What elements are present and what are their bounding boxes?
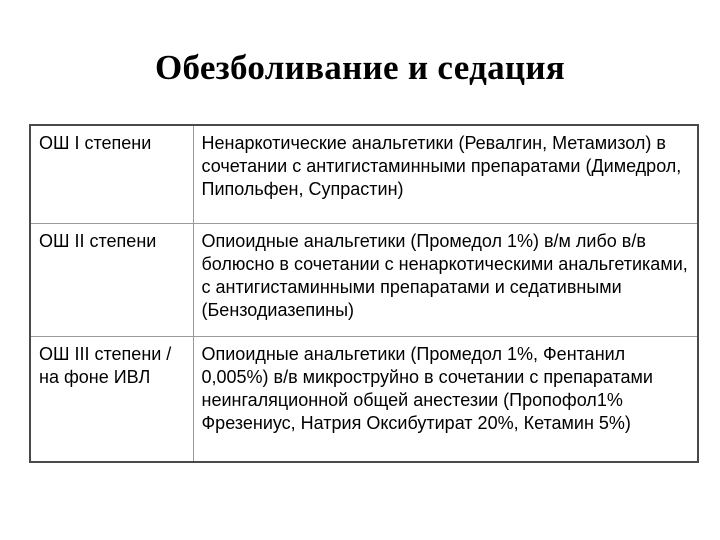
treatment-text: Ненаркотические анальгетики (Ревалгин, Метамизол) в сочетании с антигистаминными препаратами (Димедрол, Пипольфен, Супрастин) [201,133,682,199]
degree-cell [30,336,193,462]
slide-title: Обезболивание и седация [154,48,566,87]
treatment-text: Опиоидные анальгетики (Промедол 1%, Фентанил 0,005%) в/в микроструйно в сочетании с препаратами неингаляционной общей анестезии (Пропофол1% Фрезениус, Натрия Оксибутират 20%, Кетамин 5%) [201,343,653,433]
degree-cell [30,223,193,336]
degree-label: ОШ I степени [39,133,152,153]
treatment-cell [193,125,698,223]
treatment-cell [193,223,698,336]
treatment-cell [193,336,698,462]
degree-label: ОШ III степени / на фоне ИВЛ [39,343,172,387]
sedation-table [29,124,699,463]
treatment-text: Опиоидные анальгетики (Промедол 1%) в/м либо в/в болюсно в сочетании с ненаркотическими анальгетиками, с антигистаминными препаратами и седативными (Бензодиазепины) [201,230,688,320]
degree-label: ОШ II степени [39,230,157,251]
degree-cell [30,125,193,223]
table-row [30,223,698,336]
table-row [30,336,698,462]
table-row [30,125,698,223]
